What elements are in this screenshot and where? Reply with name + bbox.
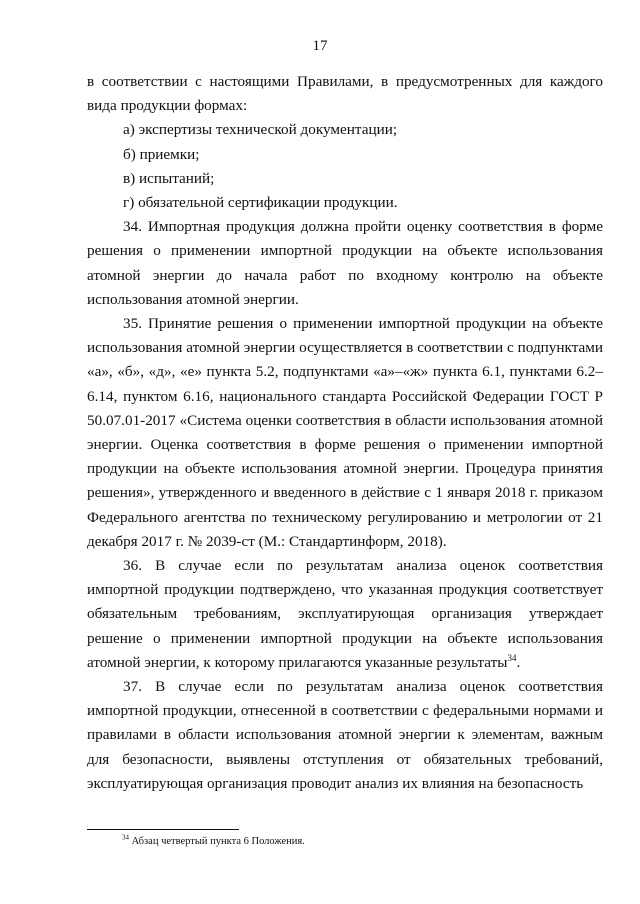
- paragraph-continuation: в соответствии с настоящими Правилами, в предусмотренных для каждого вида продукции формах:: [87, 73, 603, 115]
- paragraph-35: 35. Принятие решения о применении импортной продукции на объекте использования атомной энергии осуществляется в соответствии с подпунктами «а», «б», «д», «е» пункта 5.2, подпунктами «а»–«ж» пункта 6.1, пунктами 6.2–6.14, пунктом 6.16, национального стандарта Российской Федерации ГОСТ Р 50.07.01-2017 «Система оценки соответствия в области использования атомной энергии. Оценка соответствия в форме решения о применении импортной продукции на объекте использования атомной энергии. Процедура принятия решения», утвержденного и введенного в действие с 1 января 2018 г. приказом Федерального агентства по техническому регулированию и метрологии от 21 декабря 2017 г. № 2039-ст (М.: Стандартинформ, 2018).: [87, 315, 603, 550]
- document-body: [87, 70, 603, 796]
- footnote-reference: 34: [507, 652, 517, 663]
- footnote-text: Абзац четвертый пункта 6 Положения.: [129, 836, 305, 847]
- footnote: [122, 835, 305, 849]
- paragraph-36: [87, 554, 603, 675]
- paragraph-36-text: 36. В случае если по результатам анализа оценок соответствия импортной продукции подтверждено, что указанная продукция соответствует обязательным требованиям, эксплуатирующая организация утверждает решение о применении импортной продукции на объекте использования атомной энергии, к которому прилагаются указанные результаты: [87, 557, 603, 671]
- paragraph-34: 34. Импортная продукция должна пройти оценку соответствия в форме решения о применении импортной продукции на объекте использования атомной энергии до начала работ по входному контролю на объекте использования атомной энергии.: [87, 218, 603, 308]
- list-item-g: г) обязательной сертификации продукции.: [123, 194, 398, 212]
- paragraph-36-end: .: [516, 653, 521, 671]
- paragraph-37: 37. В случае если по результатам анализа оценок соответствия импортной продукции, отнесенной в соответствии с федеральными нормами и правилами в области использования атомной энергии к элементам, важным для безопасности, выявлены отступления от обязательных требований, эксплуатирующая организация проводит анализ их влияния на безопасность: [87, 678, 603, 792]
- footnote-separator: [87, 829, 239, 830]
- list-item-v: в) испытаний;: [123, 169, 215, 187]
- list-item-a: а) экспертизы технической документации;: [123, 121, 398, 139]
- page-number: 17: [312, 38, 328, 54]
- list-item-b: б) приемки;: [123, 145, 200, 163]
- footnote-marker: 34: [122, 833, 129, 842]
